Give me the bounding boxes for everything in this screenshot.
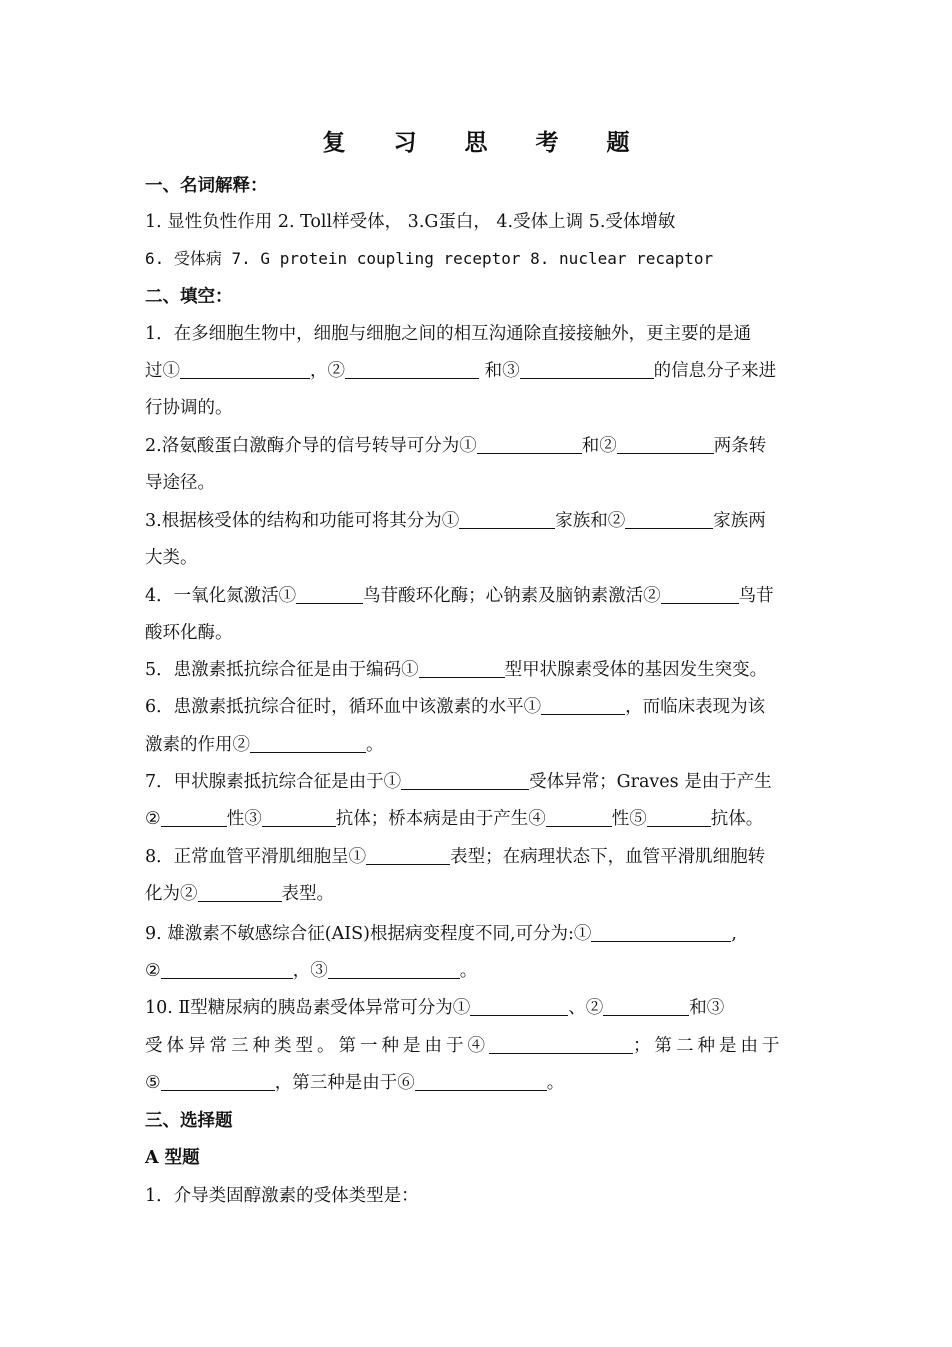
- text-segment: 8．正常血管平滑肌细胞呈①: [145, 847, 367, 867]
- fill-q6-line1: [145, 694, 815, 720]
- fill-q1-line2: [145, 358, 815, 384]
- text-segment: ，②: [310, 361, 345, 381]
- text-segment: 鸟苷: [738, 586, 774, 606]
- fill-q10-line1: [145, 995, 815, 1021]
- text-segment: ，第三种是由于⑥: [274, 1073, 415, 1093]
- choice-q1: 1．介导类固醇激素的受体类型是：: [145, 1186, 419, 1206]
- answer-blank: [161, 1070, 275, 1091]
- answer-blank: [328, 958, 460, 979]
- answer-blank: [661, 583, 739, 604]
- text-segment: 和③: [689, 998, 725, 1018]
- fill-q7-line2: [145, 806, 815, 832]
- fill-q10-line3: [145, 1070, 815, 1096]
- answer-blank: [647, 806, 711, 827]
- text-segment: ⑤: [145, 1073, 161, 1093]
- terms-line-1: 1. 显性负性作用 2. Toll样受体， 3.G蛋白， 4.受体上调 5.受体增敏: [145, 212, 676, 232]
- text-segment: 性③: [226, 809, 262, 829]
- text-segment: 过①: [145, 361, 180, 381]
- text-segment: 化为②: [145, 884, 198, 904]
- text-segment: ；第二种是由于: [633, 1036, 784, 1056]
- answer-blank: [459, 508, 555, 529]
- answer-blank: [198, 881, 282, 902]
- text-segment: 激素的作用②: [145, 735, 250, 755]
- text-segment: 和③: [479, 361, 520, 381]
- answer-blank: [591, 921, 731, 942]
- text-segment: 抗体。: [710, 809, 764, 829]
- answer-blank: [250, 732, 366, 753]
- text-segment: 2.洛氨酸蛋白激酶介导的信号转导可分为①: [145, 436, 477, 456]
- answer-blank: [296, 583, 363, 604]
- answer-blank: [345, 358, 479, 379]
- text-segment: 抗体；桥本病是由于产生④: [335, 809, 546, 829]
- answer-blank: [401, 769, 529, 790]
- fill-q1-line3: 行协调的。: [145, 398, 233, 418]
- page-title: 复 习 思 考 题: [322, 129, 650, 156]
- text-segment: 4．一氧化氮激活①: [145, 586, 297, 606]
- fill-q6-line2: [145, 732, 815, 758]
- text-segment: ,: [731, 924, 737, 944]
- text-segment: 表型。: [281, 884, 334, 904]
- text-segment: 和②: [581, 436, 617, 456]
- fill-q8-line1: [145, 844, 815, 870]
- fill-q3-line1: [145, 508, 815, 534]
- terms-line-2: 6. 受体病 7. G protein coupling receptor 8. nuclear recaptor: [145, 249, 714, 268]
- text-segment: 表型；在病理状态下，血管平滑肌细胞转: [450, 847, 766, 867]
- answer-blank: [419, 657, 505, 678]
- fill-q7-line1: [145, 769, 815, 795]
- fill-q4-line1: [145, 583, 815, 609]
- text-segment: 5．患激素抵抗综合征是由于编码①: [145, 660, 419, 680]
- section3-heading: 三、选择题: [145, 1111, 233, 1131]
- text-segment: 的信息分子来进: [653, 361, 777, 381]
- answer-blank: [541, 694, 625, 715]
- answer-blank: [603, 995, 689, 1016]
- text-segment: 。: [459, 961, 478, 981]
- fill-q9-line2: [145, 958, 815, 984]
- text-segment: 、②: [568, 998, 604, 1018]
- fill-q2-line2: 导途径。: [145, 473, 215, 493]
- answer-blank: [366, 844, 450, 865]
- text-segment: 鸟苷酸环化酶；心钠素及脑钠素激活②: [363, 586, 661, 606]
- fill-q3-line2: 大类。: [145, 548, 198, 568]
- text-segment: ，而临床表现为该: [625, 697, 766, 717]
- answer-blank: [262, 806, 336, 827]
- answer-blank: [415, 1070, 547, 1091]
- text-segment: ②: [145, 809, 161, 829]
- text-segment: 家族两: [713, 511, 766, 531]
- text-segment: 型甲状腺素受体的基因发生突变。: [504, 660, 768, 680]
- section1-heading: 一、名词解释：: [145, 176, 268, 196]
- answer-blank: [180, 358, 310, 379]
- text-segment: 10. Ⅱ型糖尿病的胰岛素受体异常可分为①: [145, 998, 471, 1018]
- text-segment: 性⑤: [611, 809, 647, 829]
- section2-heading: 二、填空：: [145, 287, 233, 307]
- answer-blank: [617, 433, 714, 454]
- text-segment: 3.根据核受体的结构和功能可将其分为①: [145, 511, 460, 531]
- text-segment: 受体异常三种类型。第一种是由于④: [145, 1036, 489, 1056]
- text-segment: ②: [145, 961, 161, 981]
- text-segment: 7．甲状腺素抵抗综合征是由于①: [145, 772, 402, 792]
- text-segment: 。: [366, 735, 384, 755]
- answer-blank: [489, 1033, 633, 1054]
- text-segment: 6．患激素抵抗综合征时，循环血中该激素的水平①: [145, 697, 542, 717]
- answer-blank: [546, 806, 612, 827]
- answer-blank: [625, 508, 713, 529]
- text-segment: 家族和②: [555, 511, 626, 531]
- answer-blank: [477, 433, 582, 454]
- text-segment: 受体异常；Graves 是由于产生: [529, 772, 772, 792]
- answer-blank: [520, 358, 654, 379]
- text-segment: 。: [546, 1073, 565, 1093]
- section3-subheading: A 型题: [145, 1148, 200, 1168]
- text-segment: 两条转: [713, 436, 767, 456]
- fill-q5-line1: [145, 657, 815, 683]
- fill-q9-line1: [145, 921, 815, 947]
- fill-q4-line2: 酸环化酶。: [145, 623, 233, 643]
- text-segment: ，③: [292, 961, 328, 981]
- answer-blank: [161, 806, 227, 827]
- fill-q10-line2: [145, 1033, 815, 1059]
- answer-blank: [161, 958, 293, 979]
- fill-q8-line2: [145, 881, 815, 907]
- text-segment: 9. 雄激素不敏感综合征(AIS)根据病变程度不同,可分为:①: [145, 924, 592, 944]
- fill-q2-line1: [145, 433, 815, 459]
- answer-blank: [470, 995, 568, 1016]
- fill-q1-line1: 1．在多细胞生物中，细胞与细胞之间的相互沟通除直接接触外，更主要的是通: [145, 324, 752, 344]
